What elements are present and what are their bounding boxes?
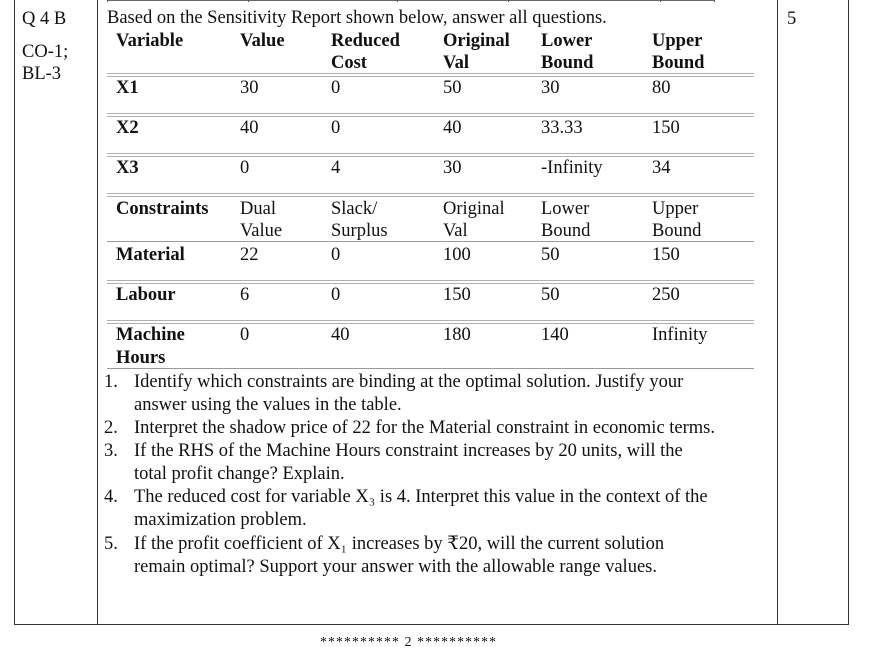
header-dual: Dual: [240, 199, 276, 219]
header-constraints: Constraints: [116, 199, 209, 219]
table-cell: 30: [240, 78, 259, 98]
header-cost: Cost: [331, 53, 367, 73]
table-cell: 0: [240, 325, 250, 345]
header-upper: Upper: [652, 199, 699, 219]
table-cell: 0: [331, 118, 341, 138]
table-row-name: Machine: [116, 325, 185, 345]
header-original: Original: [443, 31, 510, 51]
table-rule: [107, 193, 754, 197]
blooms-level: BL-3: [22, 64, 62, 84]
table-cell: 30: [541, 78, 560, 98]
table-cell: 0: [331, 78, 341, 98]
header-value: Value: [240, 31, 285, 51]
table-cell: 33.33: [541, 118, 583, 138]
table-cell: 250: [652, 285, 680, 305]
question-2-line-1: Interpret the shadow price of 22 for the Material constraint in economic terms.: [134, 418, 716, 438]
table-rule: [107, 241, 754, 242]
table-row-name: X2: [116, 118, 139, 138]
table-cell: 30: [443, 158, 462, 178]
question-number: Q 4 B: [22, 9, 67, 29]
table-cell: 0: [331, 285, 341, 305]
table-cell: 22: [240, 245, 259, 265]
table-cell: 80: [652, 78, 671, 98]
header-lower: Lower: [541, 31, 593, 51]
previous-row-edge: [107, 0, 714, 1]
page-footer: ********** 2 **********: [320, 635, 497, 650]
header-upper-bound: Bound: [652, 221, 702, 241]
table-cell: -Infinity: [541, 158, 603, 178]
header-lower-bound: Bound: [541, 53, 594, 73]
question-number-1: 1.: [104, 372, 118, 392]
table-cell: 6: [240, 285, 250, 305]
header-lower: Lower: [541, 199, 590, 219]
header-reduced: Reduced: [331, 31, 400, 51]
table-rule: [107, 368, 754, 369]
table-row-name: Labour: [116, 285, 176, 305]
table-cell: 4: [331, 158, 341, 178]
table-cell: 140: [541, 325, 569, 345]
question-3-line-1: If the RHS of the Machine Hours constraint increases by 20 units, will the: [134, 441, 683, 461]
question-5-line-1: If the profit coefficient of X₁ increases by ₹20, will the current solution: [134, 534, 665, 554]
table-cell: 40: [331, 325, 350, 345]
table-cell: 0: [331, 245, 341, 265]
table-cell: 50: [443, 78, 462, 98]
header-original: Original: [443, 199, 505, 219]
header-val: Val: [443, 221, 468, 241]
question-4-line-1: The reduced cost for variable X₃ is 4. Interpret this value in the context of the: [134, 487, 708, 507]
course-outcome: CO-1;: [22, 42, 69, 62]
column-divider-left: [97, 0, 98, 625]
table-cell: 50: [541, 285, 560, 305]
table-cell: 40: [240, 118, 259, 138]
question-1-line-2: answer using the values in the table.: [134, 395, 402, 415]
header-upper-bound: Bound: [652, 53, 705, 73]
table-cell: 0: [240, 158, 250, 178]
header-surplus: Surplus: [331, 221, 388, 241]
question-number-5: 5.: [104, 534, 118, 554]
table-row-name: X1: [116, 78, 139, 98]
table-row-name: Material: [116, 245, 185, 265]
question-number-3: 3.: [104, 441, 118, 461]
table-cell: 150: [652, 245, 680, 265]
question-number-2: 2.: [104, 418, 118, 438]
table-row-name: X3: [116, 158, 139, 178]
question-1-line-1: Identify which constraints are binding at the optimal solution. Justify your: [134, 372, 684, 392]
table-cell: Infinity: [652, 325, 708, 345]
question-number-4: 4.: [104, 487, 118, 507]
question-4-line-2: maximization problem.: [134, 510, 307, 530]
table-row-name-cont: Hours: [116, 348, 166, 368]
marks-value: 5: [787, 9, 797, 29]
question-5-line-2: remain optimal? Support your answer with the allowable range values.: [134, 557, 657, 577]
table-cell: 34: [652, 158, 671, 178]
table-cell: 50: [541, 245, 560, 265]
question-table-frame: [14, 0, 849, 625]
column-divider-right: [777, 0, 778, 625]
table-cell: 180: [443, 325, 471, 345]
intro-text: Based on the Sensitivity Report shown below, answer all questions.: [107, 8, 607, 28]
header-upper: Upper: [652, 31, 703, 51]
header-val: Val: [443, 53, 470, 73]
table-cell: 150: [652, 118, 680, 138]
table-cell: 40: [443, 118, 462, 138]
table-cell: 100: [443, 245, 471, 265]
header-slack: Slack/: [331, 199, 378, 219]
header-lower-bound: Bound: [541, 221, 591, 241]
header-dual-value: Value: [240, 221, 283, 241]
table-cell: 150: [443, 285, 471, 305]
question-3-line-2: total profit change? Explain.: [134, 464, 345, 484]
header-variable: Variable: [116, 31, 184, 51]
